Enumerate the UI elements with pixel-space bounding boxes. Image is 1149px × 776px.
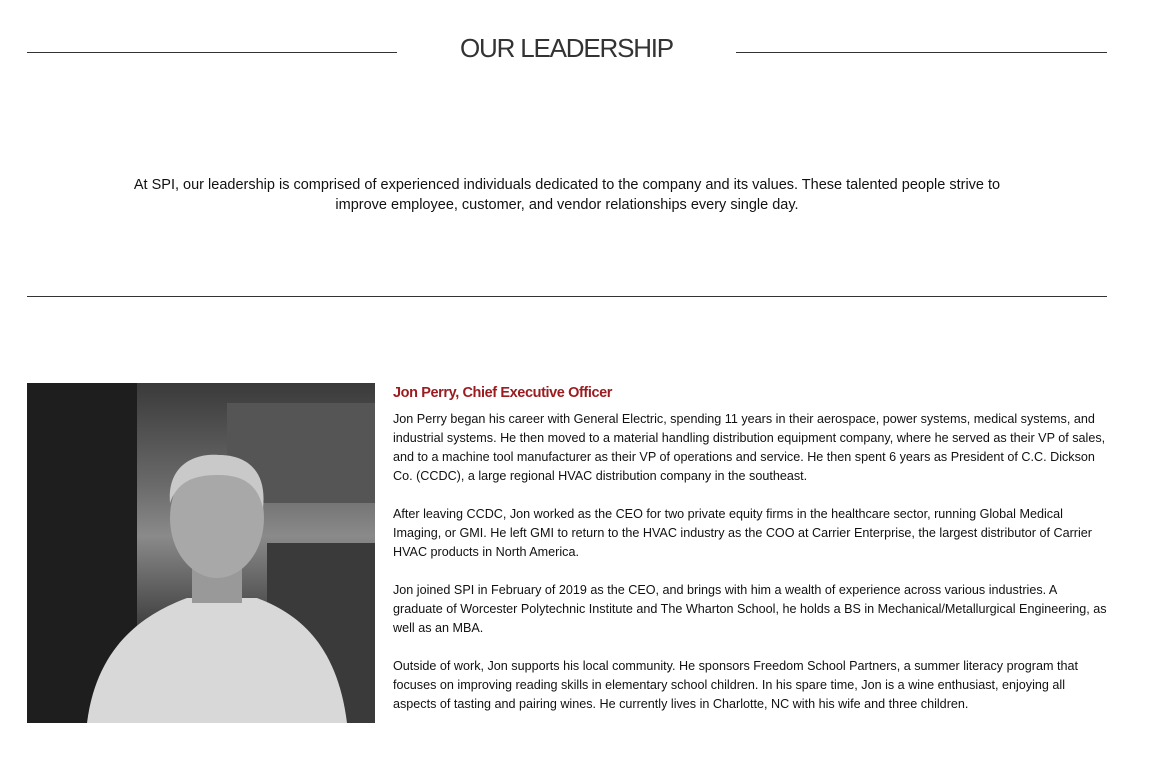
title-rule-right [736, 52, 1107, 53]
title-rule-left [27, 52, 397, 53]
bio-paragraph: After leaving CCDC, Jon worked as the CEO for two private equity firms in the healthcare sector, running Global Medical Imaging, or GMI. He left GMI to return to the HVAC industry as the COO at Carrier Enterprise, the largest distributor of Carrier HVAC products in North America. [393, 507, 1092, 559]
leader-name-title: Jon Perry, Chief Executive Officer [393, 385, 613, 401]
leader-photo [27, 383, 375, 723]
section-divider [27, 296, 1107, 297]
page-title: OUR LEADERSHIP [460, 33, 673, 63]
bio-paragraph: Jon joined SPI in February of 2019 as the CEO, and brings with him a wealth of experience across various industries. A graduate of Worcester Polytechnic Institute and The Wharton School, he holds a BS in Mechanical/Metallurgical Engineering, as well as an MBA. [393, 583, 1107, 635]
bio-paragraph: Outside of work, Jon supports his local community. He sponsors Freedom School Partners, a summer literacy program that focuses on improving reading skills in elementary school children. In his spare time, Jon is a wine enthusiast, enjoying all aspects of tasting and pairing wines. He currently lives in Charlotte, NC with his wife and three children. [393, 659, 1078, 711]
leader-bio [393, 383, 1109, 733]
bio-paragraph: Jon Perry began his career with General Electric, spending 11 years in their aerospace, power systems, medical systems, and industrial systems. He then moved to a material handling distribution equipment company, where he served as their VP of sales, and to a machine tool manufacturer as their VP of operations and service. He then spent 6 years as President of C.C. Dickson Co. (CCDC), a large regional HVAC distribution company in the southeast. [393, 412, 1106, 483]
intro-text: At SPI, our leadership is comprised of experienced individuals dedicated to the company and its values. These talented people strive to improve employee, customer, and vendor relationships every single day. [133, 177, 1001, 213]
